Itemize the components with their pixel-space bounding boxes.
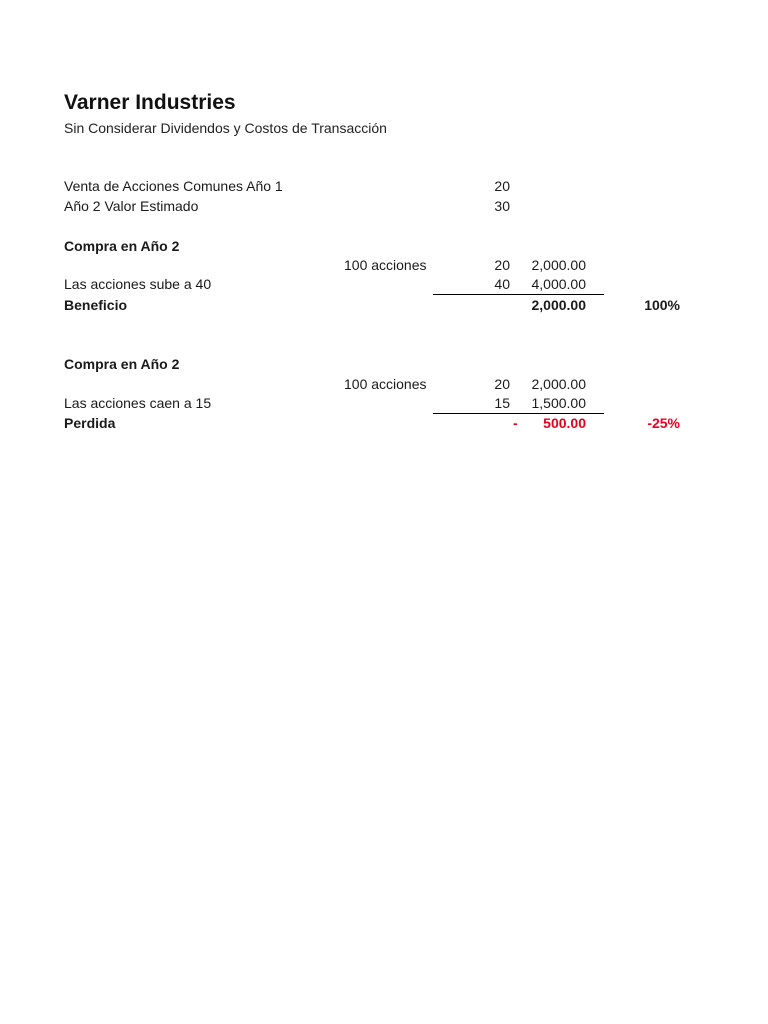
intro-row1-label: Venta de Acciones Comunes Año 1: [64, 178, 283, 194]
gain-change-price: 40: [494, 276, 510, 292]
gain-result-percent: 100%: [644, 297, 680, 313]
gain-change-amount: 4,000.00: [531, 276, 586, 292]
gain-total-rule: [433, 294, 604, 295]
loss-heading: Compra en Año 2: [64, 356, 180, 372]
gain-purchase-qty: 100 acciones: [344, 257, 427, 273]
gain-purchase-amount: 2,000.00: [531, 257, 586, 273]
loss-result-amount: 500.00: [543, 415, 586, 431]
gain-result-amount: 2,000.00: [531, 297, 586, 313]
loss-result-percent: -25%: [647, 415, 680, 431]
intro-row1-value: 20: [494, 178, 510, 194]
loss-purchase-price: 20: [494, 376, 510, 392]
gain-heading: Compra en Año 2: [64, 238, 180, 254]
loss-result-label: Perdida: [64, 415, 116, 431]
loss-purchase-qty: 100 acciones: [344, 376, 427, 392]
loss-change-price: 15: [494, 395, 510, 411]
gain-result-label: Beneficio: [64, 297, 128, 313]
page-subtitle: Sin Considerar Dividendos y Costos de Transacción: [64, 120, 387, 136]
gain-change-label: Las acciones sube a 40: [64, 276, 212, 292]
intro-row2-value: 30: [494, 198, 510, 214]
loss-result-sign: -: [513, 415, 518, 431]
intro-row2-label: Año 2 Valor Estimado: [64, 198, 199, 214]
loss-change-amount: 1,500.00: [531, 395, 586, 411]
loss-change-label: Las acciones caen a 15: [64, 395, 212, 411]
page-title: Varner Industries: [64, 91, 236, 114]
gain-purchase-price: 20: [494, 257, 510, 273]
loss-purchase-amount: 2,000.00: [531, 376, 586, 392]
